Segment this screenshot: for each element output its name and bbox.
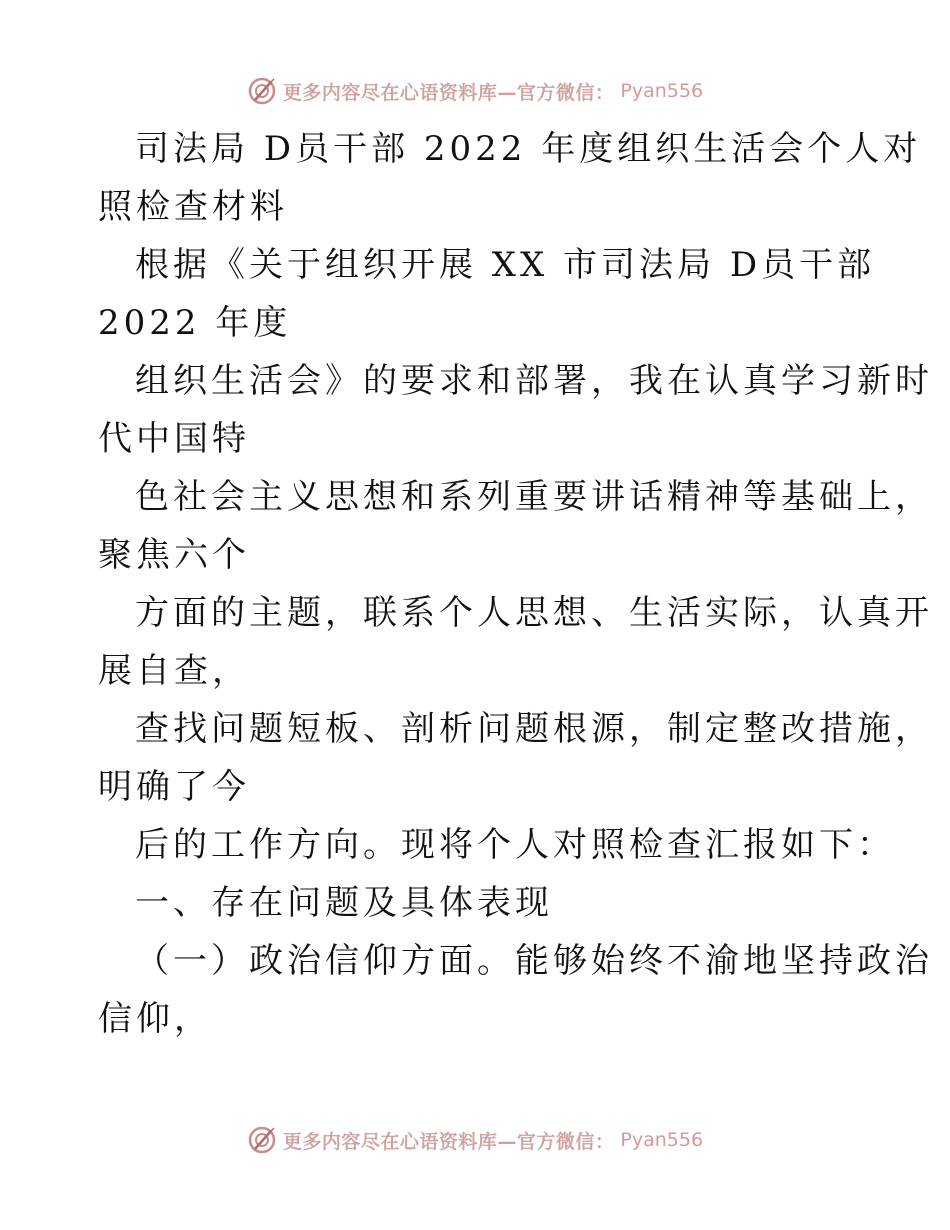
paragraph-line: 查找问题短板、剖析问题根源，制定整改措施，	[135, 709, 933, 749]
paragraph-line: 代中国特	[98, 419, 250, 459]
header-watermark	[0, 71, 950, 111]
watermark-text: 更多内容尽在心语资料库—官方微信：	[282, 1130, 615, 1153]
watermark-text: 更多内容尽在心语资料库—官方微信：	[282, 81, 615, 104]
title-line-2: 照检查材料	[98, 187, 288, 227]
paragraph-line: 根据《关于组织开展 XX 市司法局 D员干部	[135, 245, 876, 285]
paragraph-line: 2022 年度	[98, 303, 292, 343]
quill-logo-icon	[247, 76, 277, 106]
title-line-1: 司法局 D员干部 2022 年度组织生活会个人对	[135, 129, 922, 169]
footer-watermark	[0, 1120, 950, 1160]
section-heading: 一、存在问题及具体表现	[135, 883, 553, 923]
paragraph-line: 组织生活会》的要求和部署，我在认真学习新时	[135, 361, 933, 401]
paragraph-line: 信仰，	[98, 999, 212, 1039]
paragraph-line: 色社会主义思想和系列重要讲话精神等基础上，	[135, 477, 933, 517]
subsection-line: （一）政治信仰方面。能够始终不渝地坚持政治	[135, 941, 933, 981]
paragraph-line: 方面的主题，联系个人思想、生活实际，认真开	[135, 593, 933, 633]
paragraph-line: 后的工作方向。现将个人对照检查汇报如下：	[135, 825, 895, 865]
paragraph-line: 聚焦六个	[98, 535, 250, 575]
watermark-id: Pyan556	[620, 1129, 704, 1151]
watermark-id: Pyan556	[620, 80, 704, 102]
quill-logo-icon	[247, 1125, 277, 1155]
paragraph-line: 明确了今	[98, 767, 250, 807]
paragraph-line: 展自查，	[98, 651, 250, 691]
